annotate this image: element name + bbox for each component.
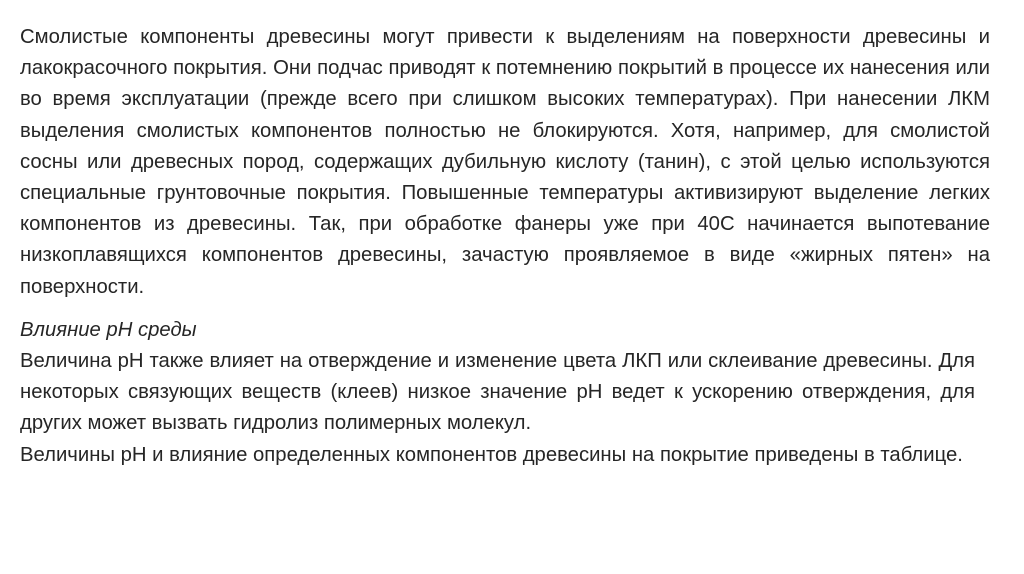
ph-effect-paragraph: Величина pH также влияет на отверждение и изменение цвета ЛКП или склеивание древесины. Для некоторых связующих веществ (клеев) низкое значение pH ведет к ускорению отверждения, для других может вызвать гидролиз полимерных молекул. xyxy=(20,350,975,435)
resin-components-paragraph: Смолистые компоненты древесины могут привести к выделениям на поверхности древесины и лакокрасочного покрытия. Они подчас приводят к потемнению покрытий в процессе их нанесения или во время эксплуатации (прежде всего при слишком высоких температурах). При нанесении ЛКМ выделения смолистых компонентов полностью не блокируются. Хотя, например, для смолистой сосны или древесных пород, содержащих дубильную кислоту (танин), с этой целью используются специальные грунтовочные покрытия. Повышенные температуры активизируют выделение легких компонентов из древесины. Так, при обработке фанеры уже при 40С начинается выпотевание низкоплавящихся компонентов древесины, зачастую проявляемое в виде «жирных пятен» на поверхности. xyxy=(20,26,990,298)
slide-content xyxy=(20,22,990,471)
ph-section-heading: Влияние pH среды xyxy=(20,318,197,341)
ph-table-reference-paragraph: Величины pH и влияние определенных компонентов древесины на покрытие приведены в таблице. xyxy=(20,443,963,466)
